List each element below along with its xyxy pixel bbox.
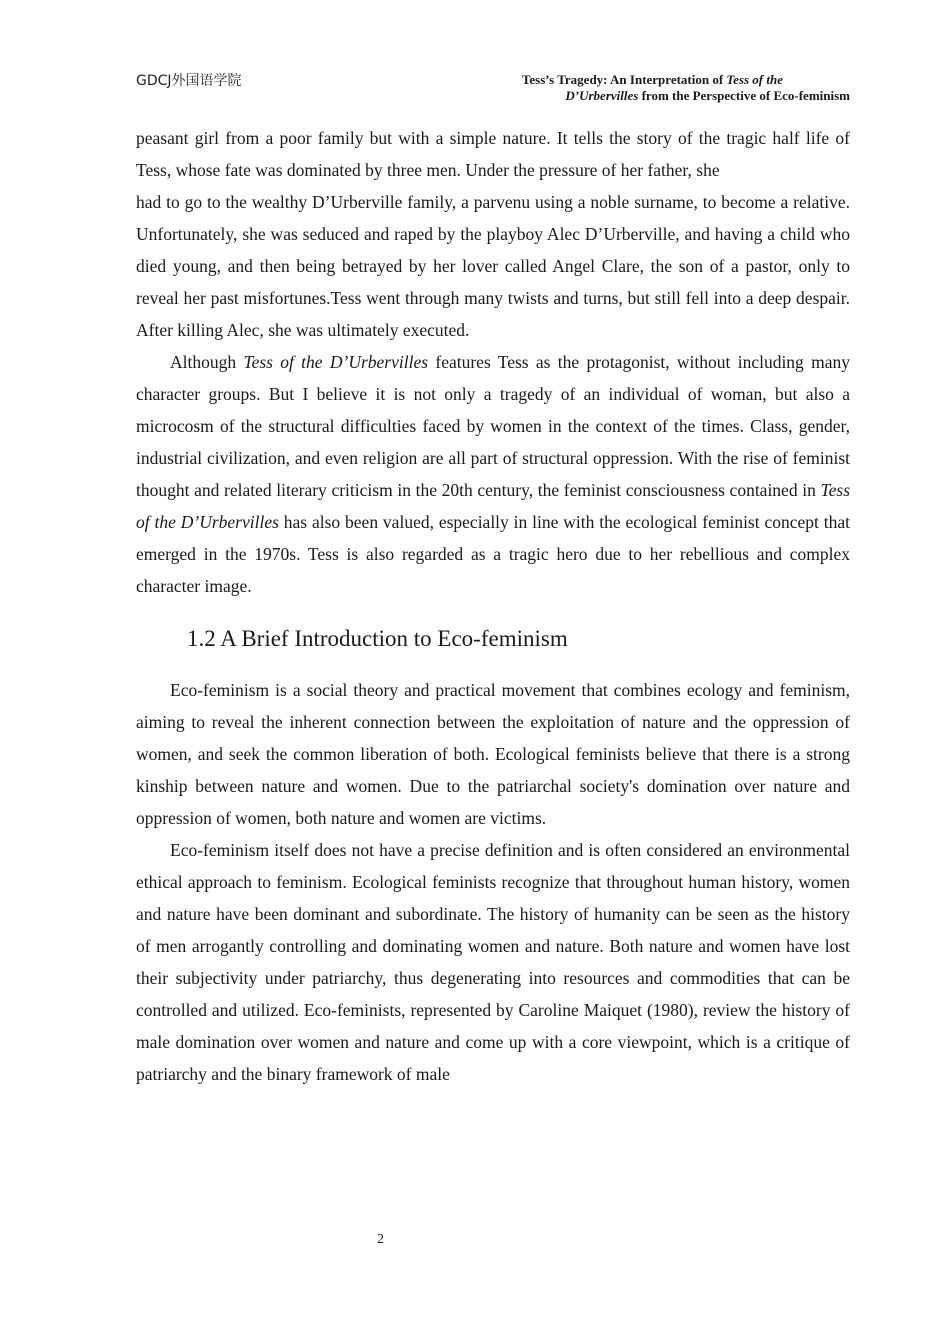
header-title-italic: D’Urbervilles <box>565 88 639 103</box>
book-title: Tess of the D’Urbervilles <box>243 352 429 372</box>
paragraph-text: Although <box>170 352 237 372</box>
paragraph: Eco-feminism itself does not have a precise definition and is often considered an environmental ethical approach to feminism. Ecological feminists recognize that throughout human history, women and nature have been dominant and subordinate. The history of humanity can be seen as the history of men arrogantly controlling and dominating women and nature. Both nature and women have lost their subjectivity under patriarchy, thus degenerating into resources and commodities that can be controlled and utilized. Eco-feminists, represented by Caroline Maiquet (1980), review the history of male domination over women and nature and come up with a core viewpoint, which is a critique of patriarchy and the binary framework of male <box>136 840 850 1084</box>
paragraph: Eco-feminism is a social theory and practical movement that combines ecology and feminism, aiming to reveal the inherent connection between the exploitation of nature and the oppression of women, and seek the common liberation of both. Ecological feminists believe that there is a strong kinship between nature and women. Due to the patriarchal society's domination over nature and oppression of women, both nature and women are victims. <box>136 680 850 828</box>
paragraph: peasant girl from a poor family but with a simple nature. It tells the story of the tragic half life of Tess, whose fate was dominated by three men. Under the pressure of her father, she <box>136 128 850 180</box>
header-title-part: from the Perspective of Eco-feminism <box>641 88 850 103</box>
paragraph-text: features Tess as the protagonist, without including many character groups. But I believe it is not only a tragedy of an individual of woman, but also a microcosm of the structural difficulties faced by women in the context of the times. Class, gender, industrial civilization, and even religion are all part of structural oppression. With the rise of feminist thought and related literary criticism in the 20th century, the feminist consciousness contained in <box>136 352 851 500</box>
book-title: Tess of the D’Urbervilles <box>136 480 851 532</box>
header-institution: GDCJ外国语学院 <box>136 73 242 89</box>
paragraph: had to go to the wealthy D’Urberville family, a parvenu using a noble surname, to become a relative. Unfortunately, she was seduced and raped by the playboy Alec D’Urberville, and having a child who died young, and then being betrayed by her lover called Angel Clare, the son of a pastor, only to reveal her past misfortunes.Tess went through many twists and turns, but still fell into a deep despair. After killing Alec, she was ultimately executed. <box>136 192 850 340</box>
page-number: 2 <box>377 1232 384 1247</box>
header-title-part: Tess’s Tragedy: An Interpretation of <box>521 72 724 87</box>
header-title <box>470 72 850 104</box>
document-body <box>136 122 850 1090</box>
section-heading: 1.2 A Brief Introduction to Eco-feminism <box>187 626 568 651</box>
header-title-italic: Tess of the <box>726 72 783 87</box>
paragraph-text: has also been valued, especially in line with the ecological feminist concept that emerged in the 1970s. Tess is also regarded as a tragic hero due to her rebellious and complex character image. <box>136 512 850 596</box>
paragraph <box>136 346 850 602</box>
